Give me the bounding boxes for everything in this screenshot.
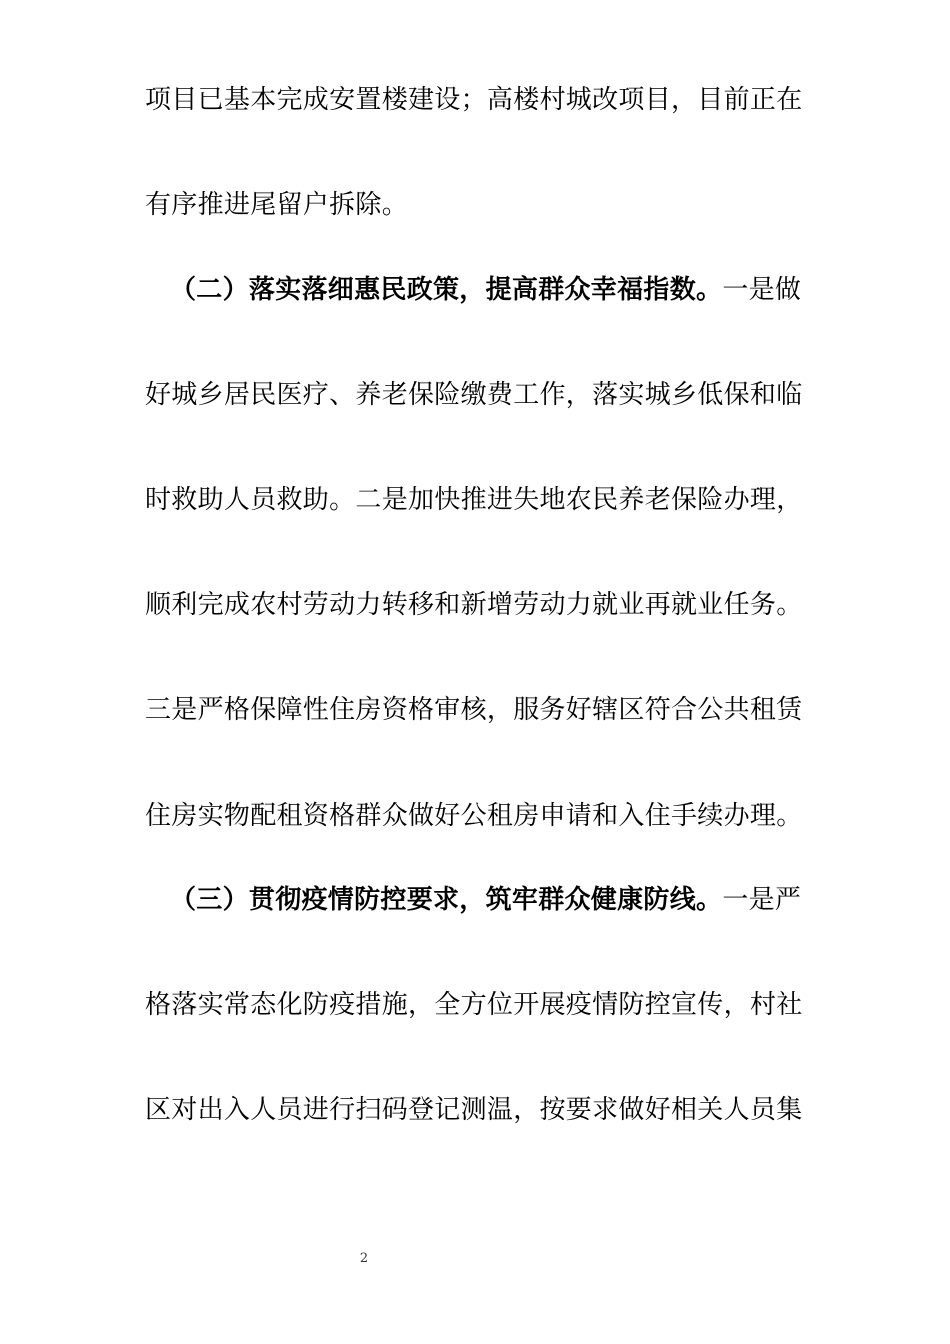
section-heading-line-2 xyxy=(170,270,815,310)
section-heading-2-continuation: 一是做 xyxy=(722,275,802,305)
section-heading-3: （三）贯彻疫情防控要求，筑牢群众健康防线。 xyxy=(170,885,723,915)
section-heading-3-continuation: 一是严 xyxy=(722,885,802,915)
paragraph-line-10: 格落实常态化防疫措施，全方位开展疫情防控宣传，村社 xyxy=(145,990,803,1020)
page-number: 2 xyxy=(359,1251,369,1266)
paragraph-line-4: 好城乡居民医疗、养老保险缴费工作，落实城乡低保和临 xyxy=(145,380,803,410)
section-heading-line-3 xyxy=(170,880,815,920)
paragraph-line-2: 有序推进尾留户拆除。 xyxy=(145,190,409,220)
paragraph-line-1: 项目已基本完成安置楼建设；高楼村城改项目，目前正在 xyxy=(145,85,803,115)
paragraph-line-11: 区对出入人员进行扫码登记测温，按要求做好相关人员集 xyxy=(145,1095,803,1125)
paragraph-line-6: 顺利完成农村劳动力转移和新增劳动力就业再就业任务。 xyxy=(145,590,803,620)
section-heading-2: （二）落实落细惠民政策，提高群众幸福指数。 xyxy=(170,275,723,305)
paragraph-line-5: 时救助人员救助。二是加快推进失地农民养老保险办理， xyxy=(145,485,803,515)
paragraph-line-7: 三是严格保障性住房资格审核，服务好辖区符合公共租赁 xyxy=(145,695,803,725)
paragraph-line-8: 住房实物配租资格群众做好公租房申请和入住手续办理。 xyxy=(145,801,803,831)
